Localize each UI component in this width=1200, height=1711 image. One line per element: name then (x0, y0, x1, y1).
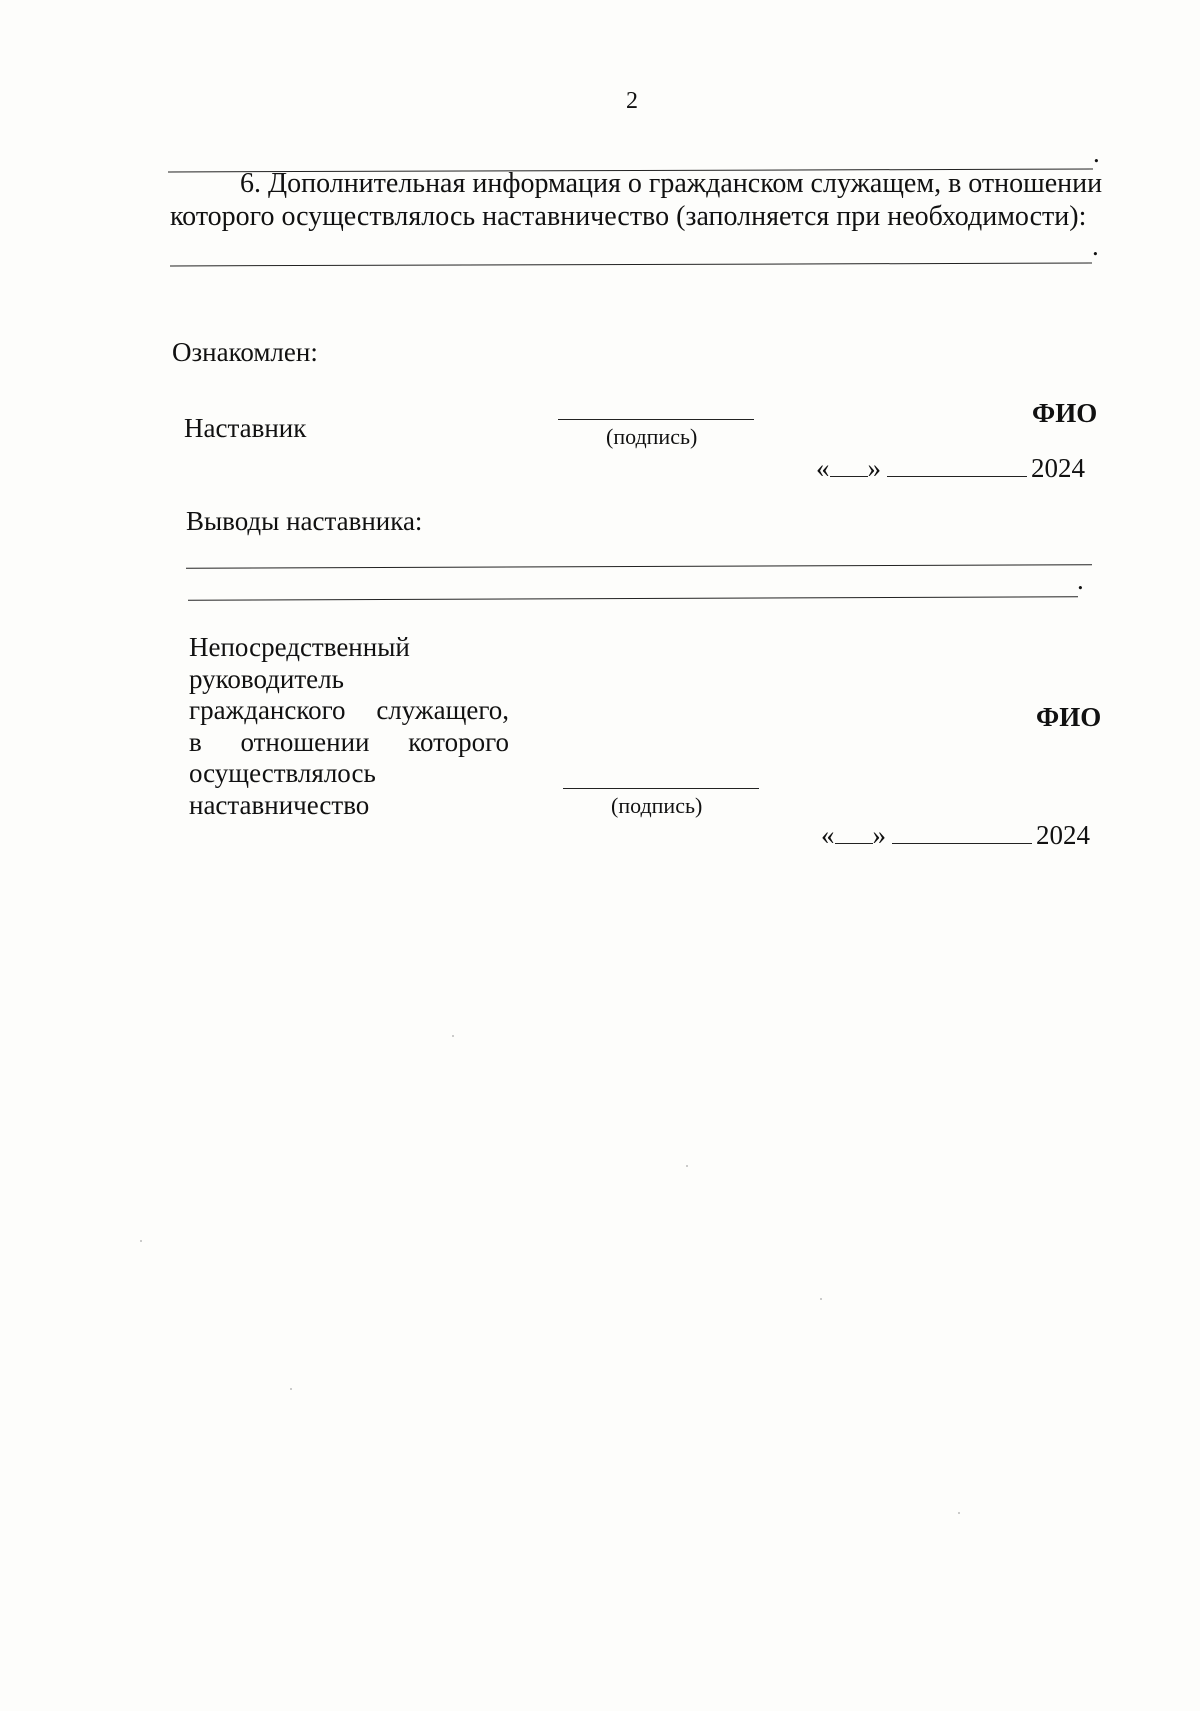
supervisor-label-word: в (189, 726, 202, 757)
supervisor-signature-caption: (подпись) (611, 793, 703, 818)
conclusions-fill-line-2 (188, 596, 1078, 600)
date-year: 2024 (1031, 453, 1085, 483)
supervisor-label-line-3 (189, 695, 509, 727)
mentor-date-row (816, 452, 1085, 485)
date-month-blank (892, 821, 1032, 844)
supervisor-label-word: руководитель (189, 663, 344, 694)
section6-line-end-mark: . (1092, 231, 1099, 261)
line-end-mark: . (1093, 138, 1100, 168)
mentor-label: Наставник (184, 413, 307, 443)
date-month-blank (887, 454, 1027, 477)
supervisor-signature-line (563, 788, 759, 789)
supervisor-date-row (821, 819, 1090, 852)
conclusions-fill-line-1 (186, 564, 1092, 568)
scan-speck (140, 1240, 142, 1242)
supervisor-label-word: служащего, (376, 695, 509, 725)
scan-speck (958, 1512, 960, 1514)
mentor-signature-line (558, 419, 754, 420)
page-number: 2 (626, 88, 638, 114)
acknowledged-label: Ознакомлен: (172, 337, 318, 367)
scan-speck (452, 1035, 454, 1037)
date-close-quote: » (867, 453, 881, 483)
scan-speck (686, 1165, 688, 1167)
scan-speck (290, 1388, 292, 1390)
mentor-name-placeholder: ФИО (1032, 398, 1098, 428)
mentor-signature-caption: (подпись) (606, 424, 698, 449)
date-close-quote: » (872, 820, 886, 850)
conclusions-line-end-mark: . (1077, 565, 1084, 595)
supervisor-label-line-1 (189, 632, 509, 664)
supervisor-label (189, 632, 509, 821)
mentor-conclusions-label: Выводы наставника: (186, 506, 423, 536)
date-day-blank (835, 821, 873, 844)
supervisor-label-word: которого (408, 726, 509, 757)
supervisor-label-word: осуществлялось (189, 758, 376, 788)
date-day-blank (830, 454, 868, 477)
supervisor-label-word: Непосредственный (189, 632, 410, 662)
section6-line-1: 6. Дополнительная информация о гражданском служащем, в отношении (240, 168, 1103, 199)
date-open-quote: « (816, 453, 830, 483)
supervisor-label-line-2 (189, 664, 509, 696)
supervisor-label-word: наставничество (189, 789, 370, 820)
date-year: 2024 (1036, 820, 1090, 850)
date-open-quote: « (821, 820, 835, 850)
fill-line-section6 (170, 263, 1092, 267)
supervisor-label-word: отношении (240, 726, 370, 757)
supervisor-label-word: гражданского (189, 695, 346, 725)
supervisor-label-line-5 (189, 758, 509, 790)
scan-speck (820, 1298, 822, 1300)
supervisor-label-line-6 (189, 790, 509, 822)
supervisor-name-placeholder: ФИО (1036, 702, 1102, 732)
section6-line-2: которого осуществлялось наставничество (заполняется при необходимости): (170, 201, 1087, 232)
supervisor-label-line-4 (189, 727, 509, 759)
